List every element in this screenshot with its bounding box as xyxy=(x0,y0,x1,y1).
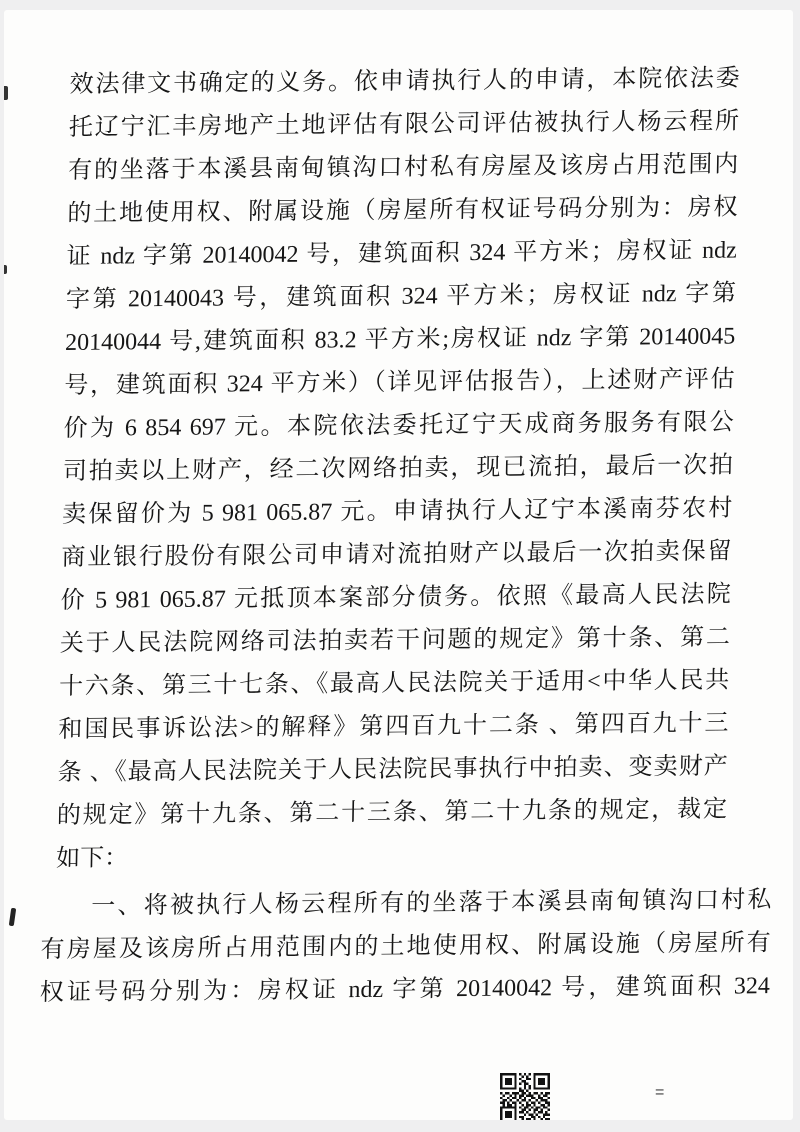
scan-artifact-equals-mark: = xyxy=(655,1084,665,1101)
text-line: 条 、《最高人民法院关于人民法院民事执行中拍卖、变卖财产 xyxy=(57,753,728,786)
text-line: 一、将被执行人杨云程所有的坐落于本溪县南甸镇沟口村私 xyxy=(91,887,772,920)
text-line: 权证号码分别为：房权证 ndz 字第 20140042 号，建筑面积 324 xyxy=(39,973,771,1007)
text-line: 有房屋及该房所占用范围内的土地使用权、附属设施（房屋所有 xyxy=(40,930,771,964)
text-line: 号，建筑面积 324 平方米）（详见评估报告），上述财产评估 xyxy=(64,366,735,399)
paragraph-2 xyxy=(39,879,771,1015)
text-line: 关于人民法院网络司法拍卖若干问题的规定》第十条、第二 xyxy=(59,624,731,657)
text-line: 20140044 号,建筑面积 83.2 平方米;房权证 ndz 字第 20140045 xyxy=(64,323,736,356)
text-line: 托辽宁汇丰房地产土地评估有限公司评估被执行人杨云程所 xyxy=(68,108,740,141)
text-line: 有的坐落于本溪县南甸镇沟口村私有房屋及该房占用范围内 xyxy=(67,151,739,184)
qr-code-icon xyxy=(500,1073,550,1120)
scan-noise-speck xyxy=(4,265,7,274)
text-line: 价为 6 854 697 元。本院依法委托辽宁天成商务服务有限公 xyxy=(63,409,734,442)
text-line: 的土地使用权、附属设施（房屋所有权证号码分别为：房权 xyxy=(67,194,738,227)
text-line: 卖保留价为 5 981 065.87 元。申请执行人辽宁本溪南芬农村 xyxy=(61,495,733,528)
text-line: 效法律文书确定的义务。依申请执行人的申请，本院依法委 xyxy=(69,65,740,98)
scan-noise-speck xyxy=(4,86,8,100)
text-line: 证 ndz 字第 20140042 号，建筑面积 324 平方米；房权证 ndz xyxy=(66,237,737,270)
text-line: 的规定》第十九条、第二十三条、第二十九条的规定，裁定 xyxy=(56,796,728,829)
paragraph-1 xyxy=(56,58,740,881)
text-line: 如下： xyxy=(55,845,129,872)
text-line: 字第 20140043 号，建筑面积 324 平方米；房权证 ndz 字第 xyxy=(65,280,737,313)
document-page xyxy=(4,10,793,1120)
scan-noise-speck xyxy=(9,908,16,927)
text-line: 司拍卖以上财产，经二次网络拍卖，现已流拍，最后一次拍 xyxy=(62,452,734,485)
text-line: 和国民事诉讼法>的解释》第四百九十二条 、第四百九十三 xyxy=(58,710,729,743)
ruling-text-block xyxy=(39,58,772,1015)
text-line: 商业银行股份有限公司申请对流拍财产以最后一次拍卖保留 xyxy=(61,538,732,571)
text-line: 十六条、第三十七条、《最高人民法院关于适用<中华人民共 xyxy=(58,667,730,700)
text-line: 价 5 981 065.87 元抵顶本案部分债务。依照《最高人民法院 xyxy=(60,581,731,614)
